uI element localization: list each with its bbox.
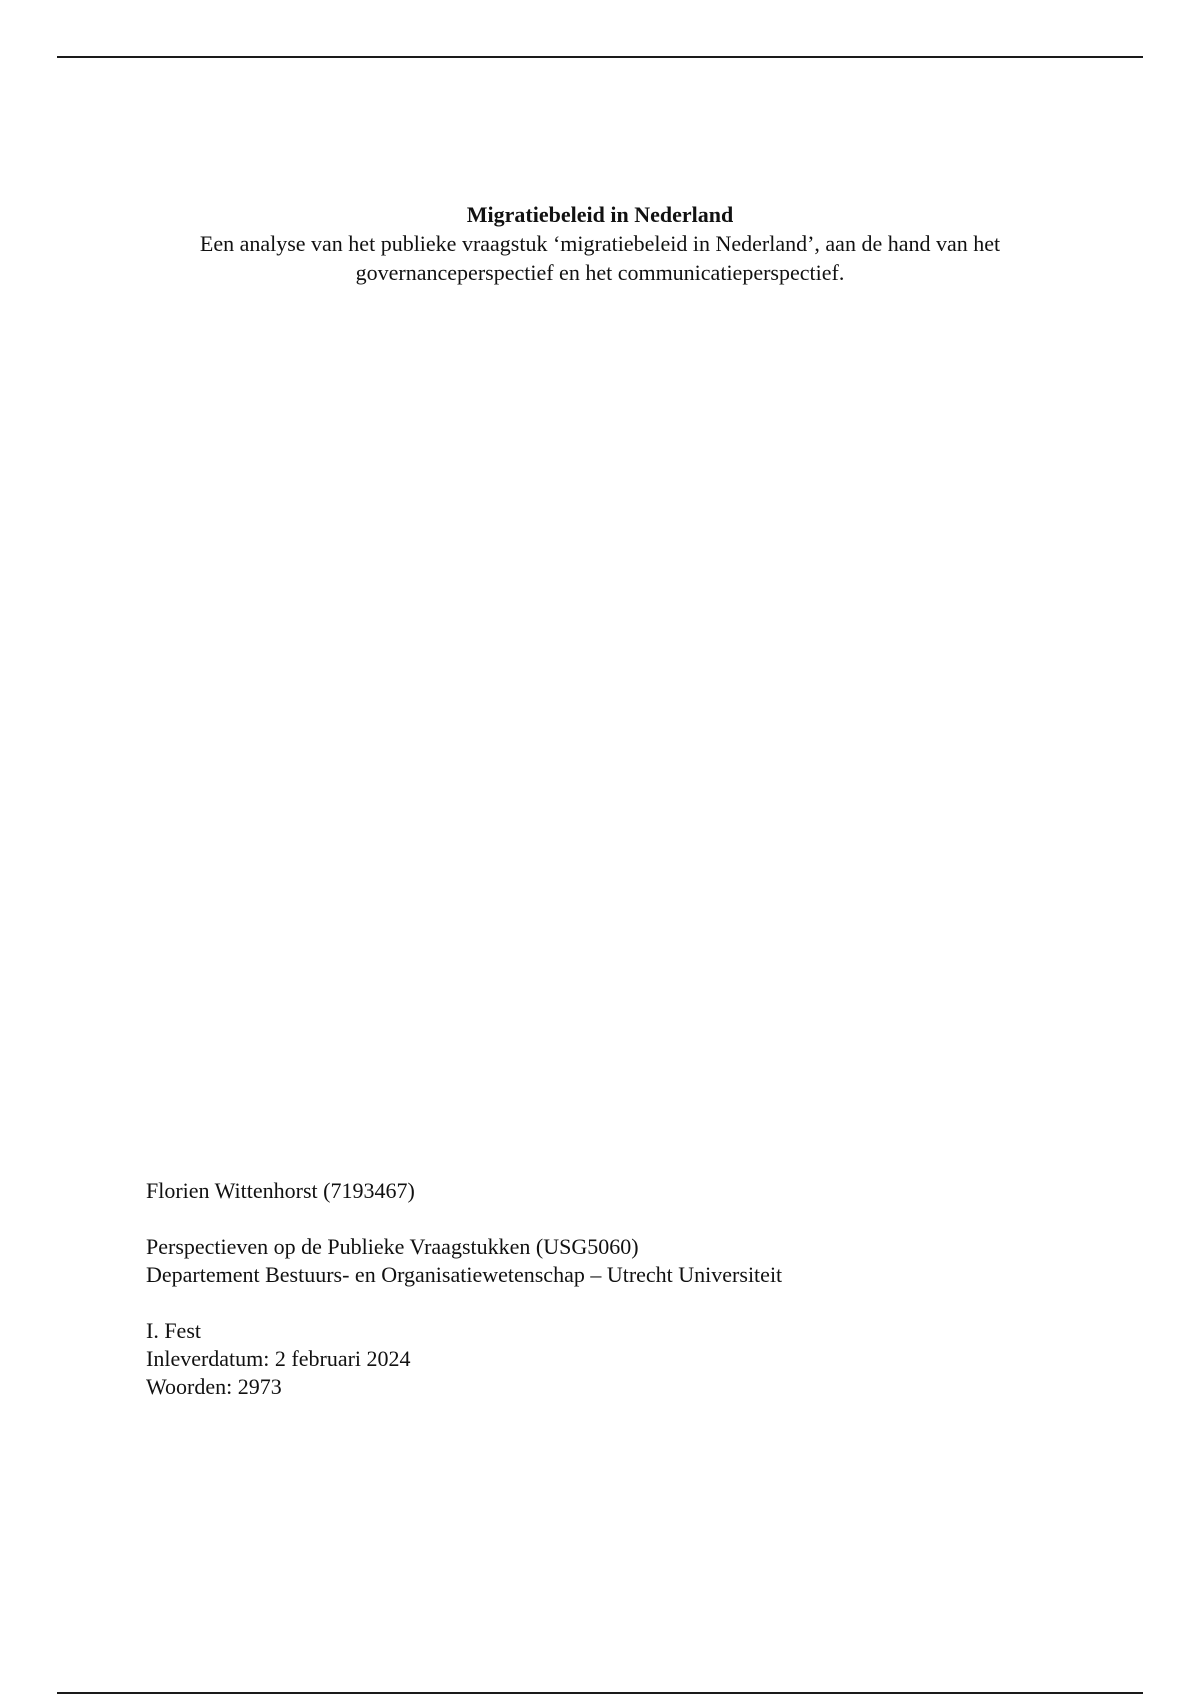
author-name: Florien Wittenhorst (7193467) (146, 1178, 415, 1203)
department-name: Departement Bestuurs- en Organisatiewetenschap – Utrecht Universiteit (146, 1262, 783, 1287)
document-title: Migratiebeleid in Nederland (466, 202, 734, 227)
supervisor-name: I. Fest (146, 1318, 201, 1343)
spacer (146, 1289, 1046, 1317)
title-block (130, 200, 1070, 287)
author-info-block (146, 1177, 1046, 1401)
document-subtitle: Een analyse van het publieke vraagstuk ‘migratiebeleid in Nederland’, aan de hand van het governanceperspectief en het communicatieperspectief. (199, 231, 1001, 285)
top-rule (57, 56, 1143, 58)
spacer (146, 1205, 1046, 1233)
bottom-rule (57, 1692, 1143, 1694)
word-count: Woorden: 2973 (146, 1374, 282, 1399)
course-name: Perspectieven op de Publieke Vraagstukken (USG5060) (146, 1234, 639, 1259)
due-date: Inleverdatum: 2 februari 2024 (146, 1346, 411, 1371)
